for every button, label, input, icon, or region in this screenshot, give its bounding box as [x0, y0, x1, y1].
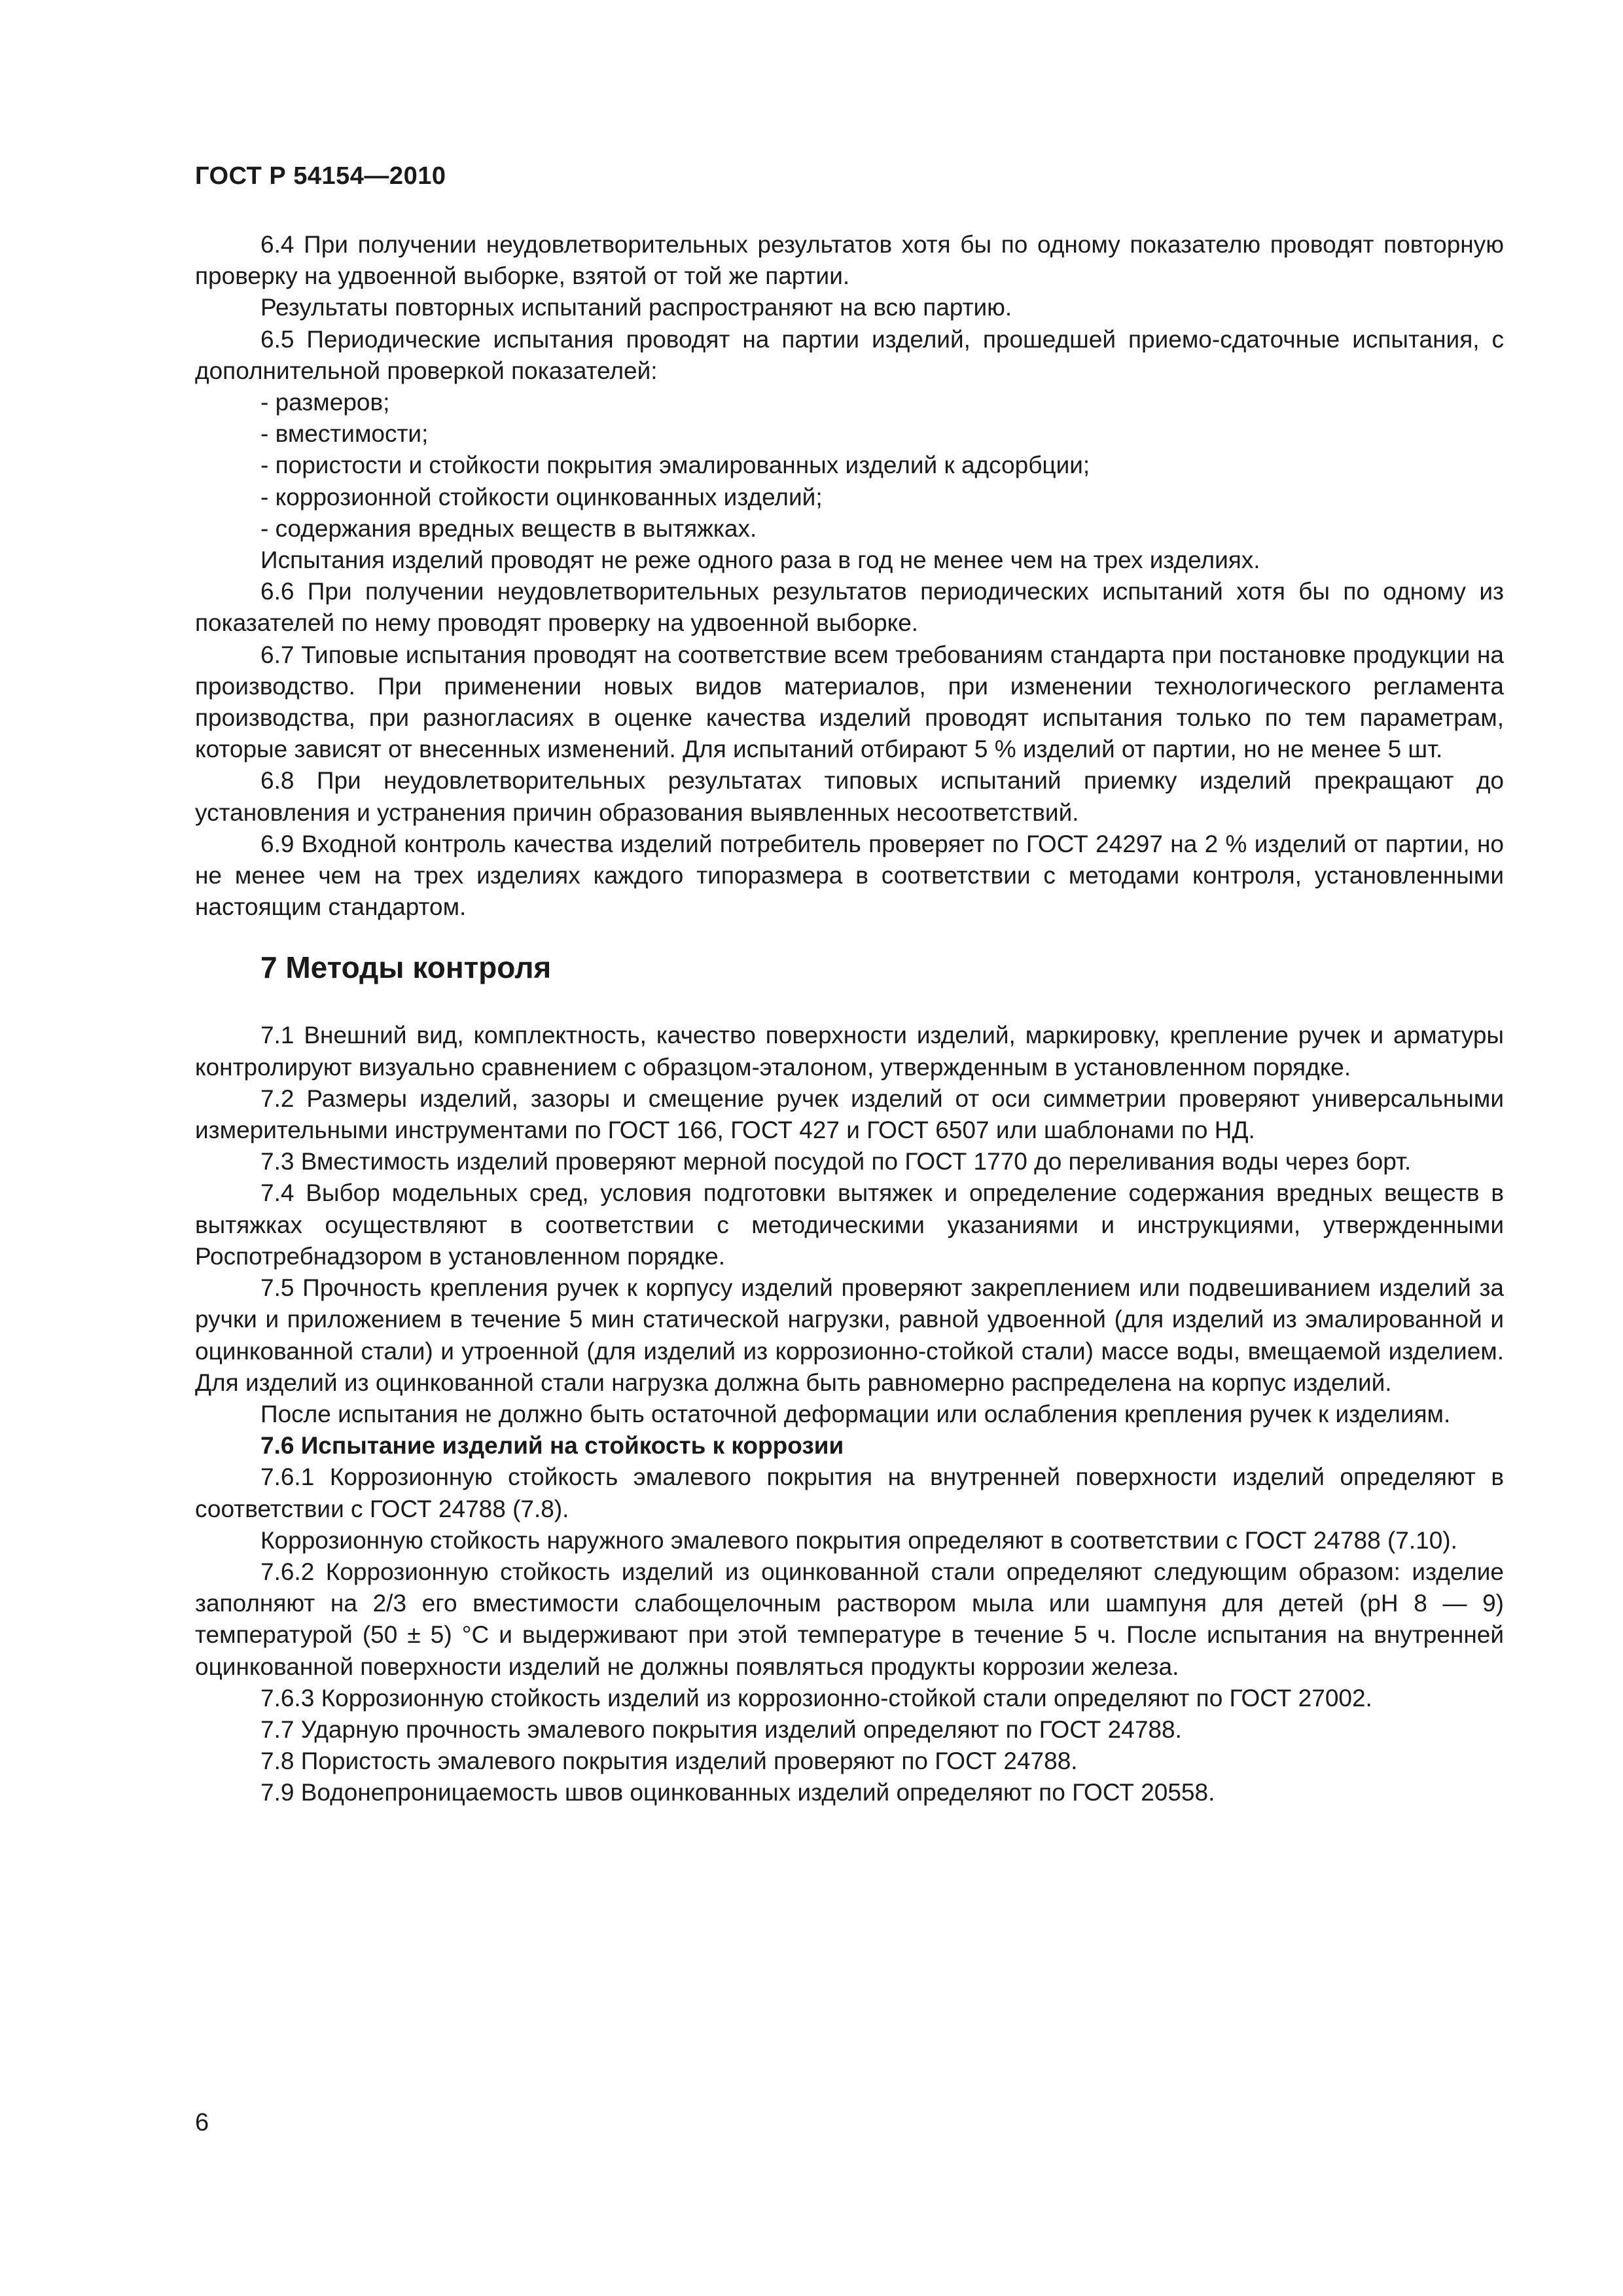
para-7-6-2: 7.6.2 Коррозионную стойкость изделий из оцинкованной стали определяют следующим образом: изделие заполняют на 2/3 его вместимости слабощелочным раствором мыла или шампуня для детей (рН 8 — 9) температурой (50 ± 5) °С и выдерживают при этой температуре в течение 5 ч. После испытания на внутренней оцинкованной поверхности изделий не должны появляться продукты коррозии железа. [195, 1558, 1504, 1680]
list-item: - коррозионной стойкости оцинкованных изделий; [260, 483, 823, 511]
list-item: - содержания вредных веществ в вытяжках. [260, 514, 757, 542]
list-item: - размеров; [260, 389, 390, 416]
para-7-6-3: 7.6.3 Коррозионную стойкость изделий из коррозионно-стойкой стали определяют по ГОСТ 27002. [260, 1684, 1372, 1712]
para-7-2: 7.2 Размеры изделий, зазоры и смещение ручек изделий от оси симметрии проверяют универсальными измерительными инструментами по ГОСТ 166, ГОСТ 427 и ГОСТ 6507 или шаблонами по НД. [195, 1085, 1504, 1144]
para-7-5: 7.5 Прочность крепления ручек к корпусу изделий проверяют закреплением или подвешиванием изделий за ручки и приложением в течение 5 мин статической нагрузки, равной удвоенной (для изделий из эмалированной и оцинкованной стали) и утроенной (для изделий из коррозионно-стойкой стали) массе воды, вмещаемой изделием. Для изделий из оцинкованной стали нагрузка должна быть равномерно распределена на корпус изделий. [195, 1274, 1504, 1396]
subsection-heading-7-6: 7.6 Испытание изделий на стойкость к коррозии [260, 1432, 844, 1460]
document-body [195, 229, 1504, 1809]
para-6-8: 6.8 При неудовлетворительных результатах типовых испытаний приемку изделий прекращают до установления и устранения причин образования выявленных несоответствий. [195, 767, 1504, 826]
para-7-1: 7.1 Внешний вид, комплектность, качество поверхности изделий, маркировку, крепление ручек и арматуры контролируют визуально сравнением с образцом-эталоном, утвержденным в установленном порядке. [195, 1022, 1504, 1081]
para-6-6: 6.6 При получении неудовлетворительных результатов периодических испытаний хотя бы по одному из показателей по нему проводят проверку на удвоенной выборке. [195, 578, 1504, 637]
para-7-9: 7.9 Водонепроницаемость швов оцинкованных изделий определяют по ГОСТ 20558. [260, 1779, 1215, 1806]
para-6-4-note: Результаты повторных испытаний распространяют на всю партию. [260, 294, 1012, 321]
para-6-5-note: Испытания изделий проводят не реже одного раза в год не менее чем на трех изделиях. [260, 547, 1260, 574]
para-6-7: 6.7 Типовые испытания проводят на соответствие всем требованиям стандарта при постановке продукции на производство. При применении новых видов материалов, при изменении технологического регламента производства, при разногласиях в оценке качества изделий проводят испытания только по тем параметрам, которые зависят от внесенных изменений. Для испытаний отбирают 5 % изделий от партии, но не менее 5 шт. [195, 641, 1504, 763]
para-6-9: 6.9 Входной контроль качества изделий потребитель проверяет по ГОСТ 24297 на 2 % изделий от партии, но не менее чем на трех изделиях каждого типоразмера в соответствии с методами контроля, установленными настоящим стандартом. [195, 830, 1504, 921]
document-header-code: ГОСТ Р 54154—2010 [195, 162, 446, 190]
para-7-6-1: 7.6.1 Коррозионную стойкость эмалевого покрытия на внутренней поверхности изделий определяют в соответствии с ГОСТ 24788 (7.8). [195, 1463, 1504, 1522]
para-7-6-1-note: Коррозионную стойкость наружного эмалевого покрытия определяют в соответствии с ГОСТ 24788 (7.10). [260, 1526, 1457, 1554]
section-heading-7: 7 Методы контроля [260, 950, 552, 985]
para-7-5-note: После испытания не должно быть остаточной деформации или ослабления крепления ручек к изделиям. [260, 1400, 1451, 1427]
para-6-5: 6.5 Периодические испытания проводят на партии изделий, прошедшей приемо-сдаточные испытания, с дополнительной проверкой показателей: [195, 325, 1504, 384]
para-7-4: 7.4 Выбор модельных сред, условия подготовки вытяжек и определение содержания вредных веществ в вытяжках осуществляют в соответствии с методическими указаниями и инструкциями, утвержденными Роспотребнадзором в установленном порядке. [195, 1179, 1504, 1270]
list-item: - пористости и стойкости покрытия эмалированных изделий к адсорбции; [260, 452, 1090, 479]
list-item: - вместимости; [260, 420, 429, 448]
page-number: 6 [195, 2109, 209, 2136]
para-6-4: 6.4 При получении неудовлетворительных результатов хотя бы по одному показателю проводят повторную проверку на удвоенной выборке, взятой от той же партии. [195, 231, 1504, 290]
para-7-3: 7.3 Вместимость изделий проверяют мерной посудой по ГОСТ 1770 до переливания воды через борт. [260, 1148, 1412, 1175]
para-7-8: 7.8 Пористость эмалевого покрытия изделий проверяют по ГОСТ 24788. [260, 1748, 1078, 1775]
para-7-7: 7.7 Ударную прочность эмалевого покрытия изделий определяют по ГОСТ 24788. [260, 1715, 1182, 1743]
